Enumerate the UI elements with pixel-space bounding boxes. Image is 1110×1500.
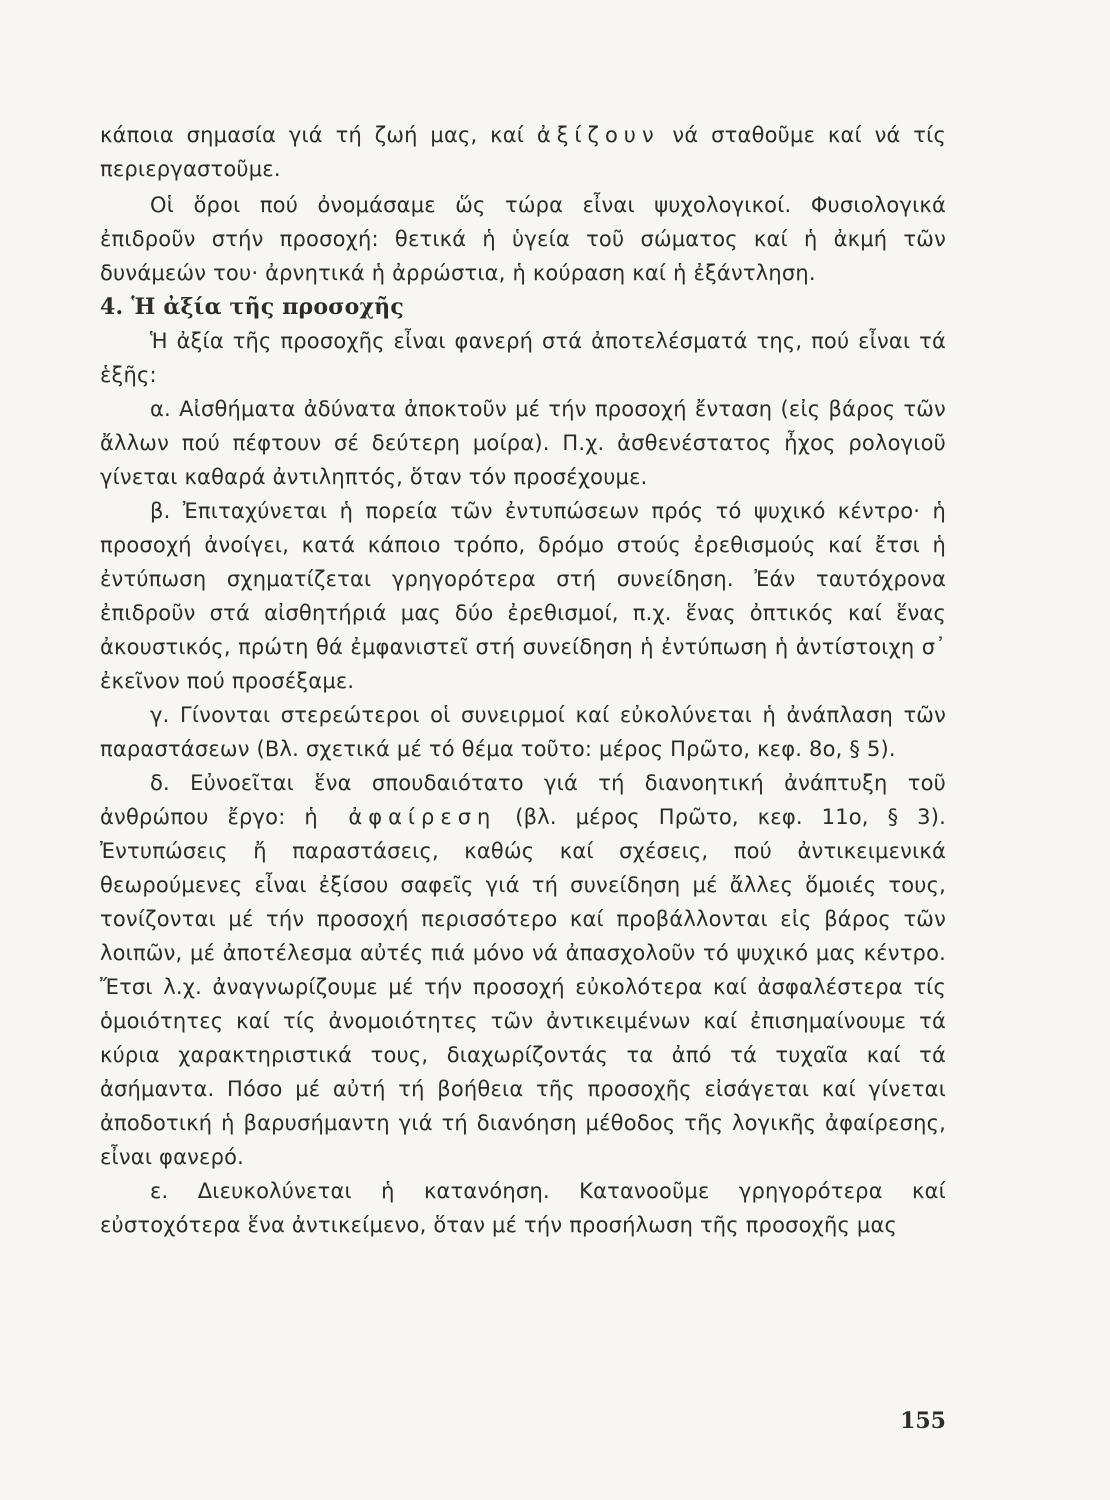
paragraph-intro: Ἡ ἀξία τῆς προσοχῆς εἶναι φανερή στά ἀποτελέσματά της, πού εἶναι τά ἑξῆς:: [100, 329, 946, 387]
text-run: νά σταθοῦμε καί νά τίς περιεργαστοῦμε.: [100, 123, 946, 181]
item-delta: [100, 766, 946, 1174]
paragraph-continued: [100, 118, 946, 186]
text-run: κάποια σημασία γιά τή ζωή μας, καί: [100, 123, 537, 147]
item-beta: β. Ἐπιταχύνεται ἡ πορεία τῶν ἐντυπώσεων πρός τό ψυχικό κέντρο· ἡ προσοχή ἀνοίγει, κατά κάποιο τρόπο, δρόμο στούς ἐρεθισμούς καί ἔτσι ἡ ἐντύπωση σχηματίζεται γρηγορότερα στή συνείδηση. Ἐάν ταυτόχρονα ἐπιδροῦν στά αἰσθητήριά μας δύο ἐρεθισμοί, π.χ. ἕνας ὀπτικός καί ἕνας ἀκουστικός, πρώτη θά ἐμφανιστεῖ στή συνείδηση ἡ ἐντύπωση ἡ ἀντίστοιχη σ᾿ ἐκεῖνον πού προσέξαμε.: [100, 499, 946, 693]
body-text: [100, 118, 946, 1242]
section-heading: 4. Ἡ ἀξία τῆς προσοχῆς: [100, 294, 404, 320]
item-gamma: γ. Γίνονται στερεώτεροι οἱ συνειρμοί καί εὐκολύνεται ἡ ἀνάπλαση τῶν παραστάσεων (Βλ. σχετικά μέ τό θέμα τοῦτο: μέρος Πρῶτο, κεφ. 8ο, § 5).: [100, 703, 946, 761]
text-run: (βλ. μέρος Πρῶτο, κεφ. 11ο, § 3). Ἐντυπώσεις ἤ παραστάσεις, καθώς καί σχέσεις, πού ἀντικειμενικά θεωρούμενες εἶναι ἐξίσου σαφεῖς γιά τή συνείδηση μέ ἄλλες ὅμοιές τους, τονίζονται μέ τήν προσοχή περισσότερο καί προβάλλονται εἰς βάρος τῶν λοιπῶν, μέ ἀποτέλεσμα αὐτές πιά μόνο νά ἀπασχολοῦν τό ψυχικό μας κέντρο. Ἔτσι λ.χ. ἀναγνωρίζουμε μέ τήν προσοχή εὐκολότερα καί ἀσφαλέστερα τίς ὁμοιότητες καί τίς ἀνομοιότητες τῶν ἀντικειμένων καί ἐπισημαίνουμε τά κύρια χαρακτηριστικά τους, διαχωρίζοντάς τα ἀπό τά τυχαῖα καί τά ἀσήμαντα. Πόσο μέ αὐτή τή βοήθεια τῆς προσοχῆς εἰσάγεται καί γίνεται ἀποδοτική ἡ βαρυσήμαντη γιά τή διανόηση μέθοδος τῆς λογικῆς ἀφαίρεσης, εἶναι φανερό.: [100, 805, 946, 1169]
text-run: δ. Εὐνοεῖται ἕνα σπουδαιότατο γιά τή διανοητική ἀνάπτυξη τοῦ ἀνθρώπου ἔργο:: [100, 771, 946, 829]
page-number: 155: [900, 1408, 946, 1434]
item-epsilon: ε. Διευκολύνεται ἡ κατανόηση. Κατανοοῦμε γρηγορότερα καί εὐστοχότερα ἕνα ἀντικείμενο, ὅταν μέ τήν προσήλωση τῆς προσοχῆς μας: [100, 1179, 946, 1237]
spaced-emphasis: ἀξίζουν: [536, 123, 660, 147]
paragraph-physiological: Οἱ ὅροι πού ὀνομάσαμε ὥς τώρα εἶναι ψυχολογικοί. Φυσιολογικά ἐπιδροῦν στήν προσοχή: θετικά ἡ ὑγεία τοῦ σώματος καί ἡ ἀκμή τῶν δυνάμεών του· ἀρνητικά ἡ ἀρρώστια, ἡ κούραση καί ἡ ἐξάντληση.: [100, 193, 946, 285]
item-alpha: α. Αἰσθήματα ἀδύνατα ἀποκτοῦν μέ τήν προσοχή ἔνταση (εἰς βάρος τῶν ἄλλων πού πέφτουν σέ δεύτερη μοίρα). Π.χ. ἀσθενέστατος ἦχος ρολογιοῦ γίνεται καθαρά ἀντιληπτός, ὅταν τόν προσέχουμε.: [100, 397, 946, 489]
spaced-emphasis: ἡ ἀφαίρεση: [304, 805, 497, 829]
